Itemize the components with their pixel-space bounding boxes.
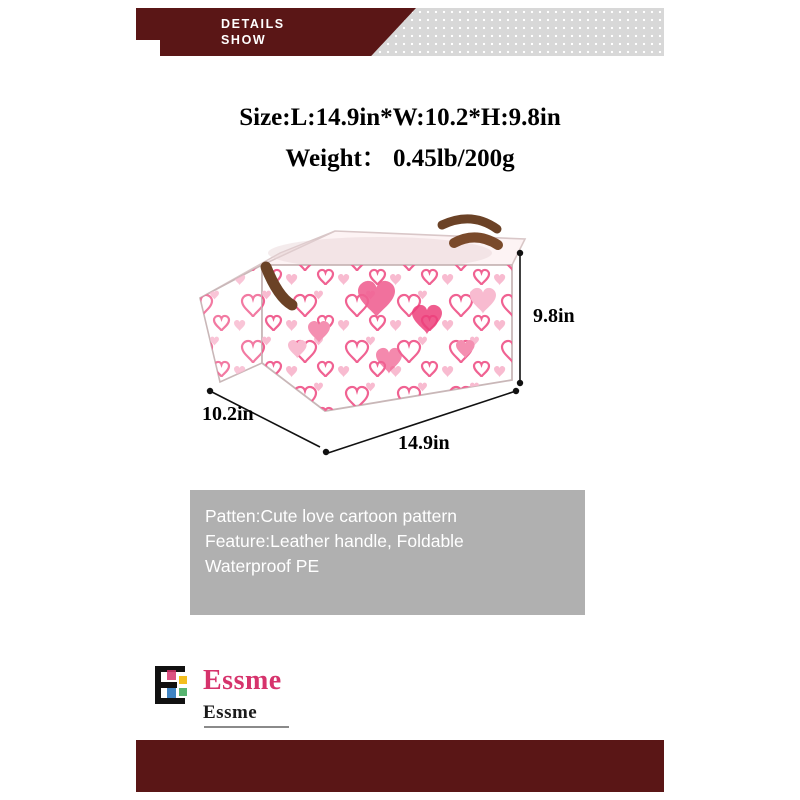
essme-E-logo-icon xyxy=(151,662,197,708)
brand-subtext: Essme xyxy=(203,702,258,723)
brand-logo-block xyxy=(143,660,403,730)
header-notch xyxy=(136,40,160,56)
brand-underline xyxy=(204,726,289,728)
header-title-line2: SHOW xyxy=(221,33,267,47)
spec-weight: Weight： 0.45lb/200g xyxy=(285,145,515,172)
footer-banner xyxy=(136,740,664,792)
feature-line-1: Patten:Cute love cartoon pattern xyxy=(205,506,457,526)
feature-line-3: Waterproof PE xyxy=(205,556,320,576)
brand-wordmark: Essme xyxy=(203,665,282,696)
feature-line-2: Feature:Leather handle, Foldable xyxy=(205,531,464,551)
header-title-line1: DETAILS xyxy=(221,17,285,31)
dimension-width-label: 10.2in xyxy=(202,403,254,425)
dimension-length-label: 14.9in xyxy=(398,432,450,454)
dimension-height-label: 9.8in xyxy=(533,305,575,327)
spec-size: Size:L:14.9in*W:10.2*H:9.8in xyxy=(239,104,561,131)
product-illustration xyxy=(180,195,620,485)
feature-text xyxy=(205,504,464,579)
feature-description-box xyxy=(190,490,585,615)
header-banner xyxy=(136,8,664,56)
header-title xyxy=(221,17,285,48)
spec-text-block xyxy=(0,104,800,174)
